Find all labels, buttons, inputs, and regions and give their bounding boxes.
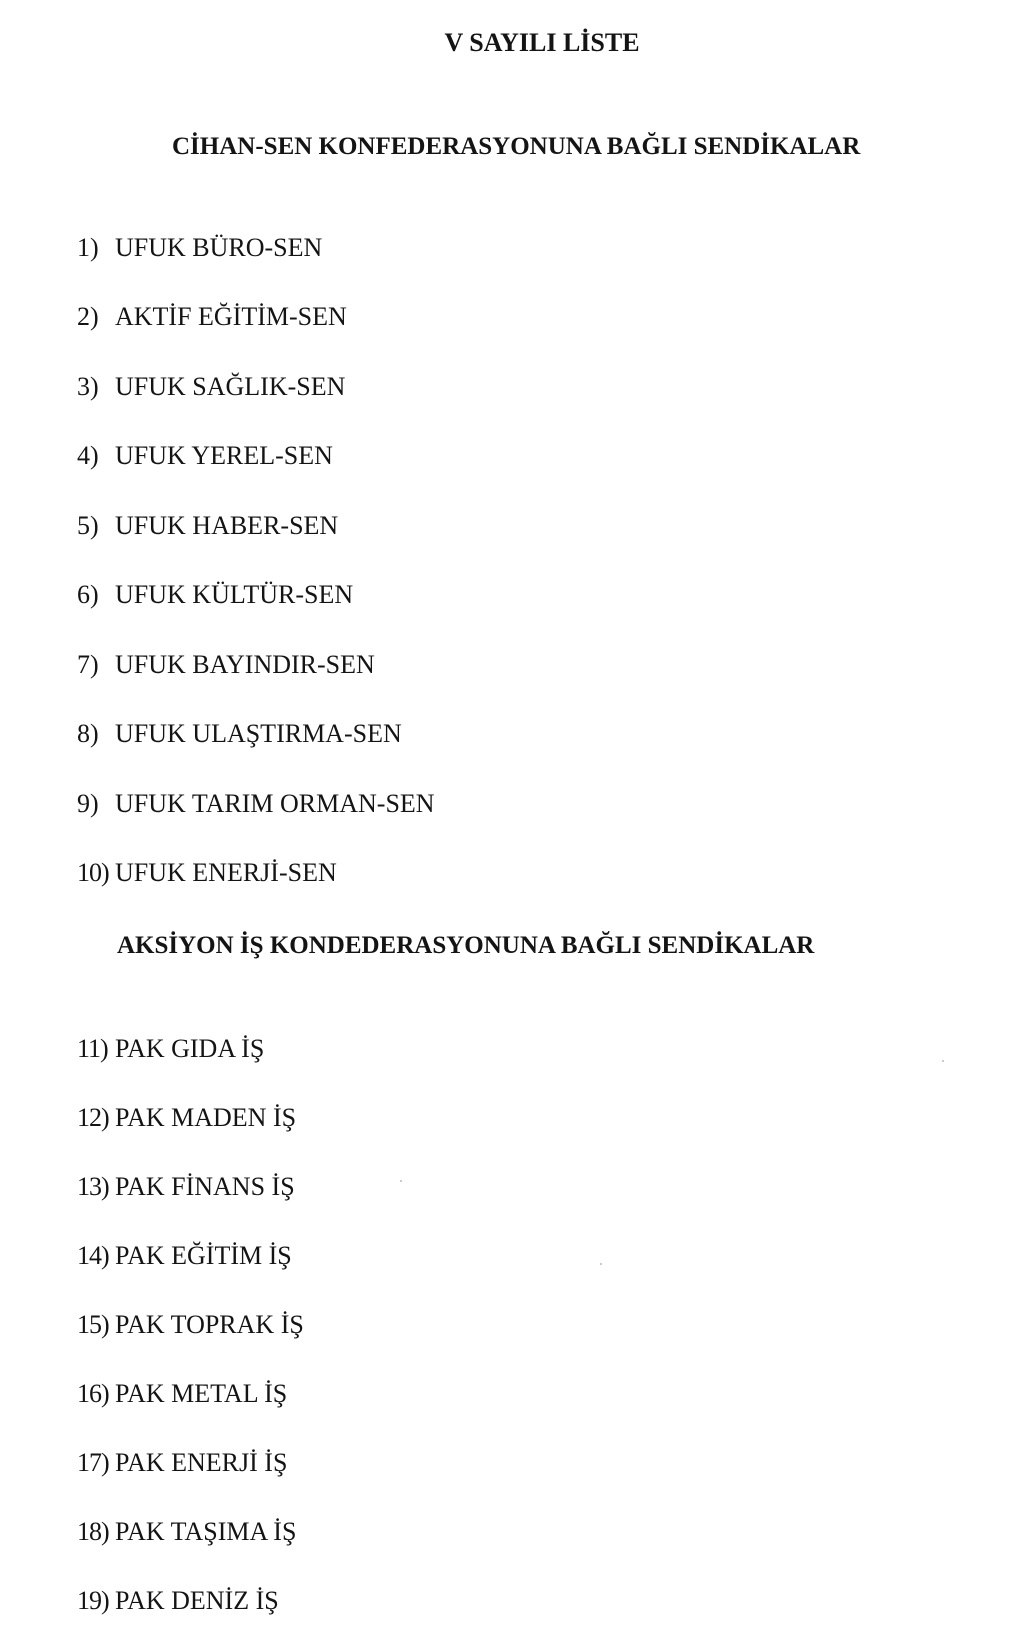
scan-speck	[600, 1263, 602, 1265]
item-number: 10)	[77, 858, 109, 887]
list-item	[77, 511, 338, 541]
item-name: PAK ENERJİ İŞ	[115, 1448, 288, 1477]
list-item	[77, 1586, 279, 1616]
item-name: UFUK TARIM ORMAN-SEN	[115, 789, 435, 818]
list-item	[77, 719, 402, 749]
list-item	[77, 441, 333, 471]
list-item	[77, 1034, 264, 1064]
scan-speck	[942, 1060, 944, 1062]
list-item	[77, 1172, 295, 1202]
list-item	[77, 302, 347, 332]
item-name: UFUK SAĞLIK-SEN	[115, 372, 346, 401]
item-name: PAK EĞİTİM İŞ	[115, 1241, 292, 1270]
item-number: 8)	[77, 719, 99, 748]
item-name: PAK DENİZ İŞ	[115, 1586, 279, 1615]
item-name: UFUK ENERJİ-SEN	[115, 858, 337, 887]
list-item	[77, 372, 345, 402]
item-number: 15)	[77, 1310, 109, 1339]
item-number: 7)	[77, 650, 99, 679]
item-number: 13)	[77, 1172, 109, 1201]
list-item	[77, 1379, 287, 1409]
list-item	[77, 789, 435, 819]
item-name: PAK METAL İŞ	[115, 1379, 288, 1408]
item-number: 12)	[77, 1103, 109, 1132]
item-number: 14)	[77, 1241, 109, 1270]
list-item	[77, 1241, 292, 1271]
scan-speck	[400, 1180, 402, 1182]
list-item	[77, 650, 375, 680]
item-number: 11)	[77, 1034, 108, 1063]
list-item	[77, 858, 337, 888]
list-item	[77, 1448, 287, 1478]
document-title: V SAYILI LİSTE	[444, 28, 640, 57]
item-name: UFUK ULAŞTIRMA-SEN	[115, 719, 402, 748]
item-number: 3)	[77, 372, 99, 401]
list-item	[77, 1517, 296, 1547]
item-number: 17)	[77, 1448, 109, 1477]
item-number: 19)	[77, 1586, 109, 1615]
item-name: PAK FİNANS İŞ	[115, 1172, 295, 1201]
list-item	[77, 233, 322, 263]
item-name: AKTİF EĞİTİM-SEN	[115, 302, 347, 331]
item-number: 2)	[77, 302, 99, 331]
list-item	[77, 1310, 304, 1340]
item-number: 4)	[77, 441, 99, 470]
section-heading-aksiyon-is: AKSİYON İŞ KONDEDERASYONUNA BAĞLI SENDİKALAR	[117, 932, 815, 959]
item-name: PAK GIDA İŞ	[115, 1034, 265, 1063]
item-name: PAK MADEN İŞ	[115, 1103, 297, 1132]
item-number: 5)	[77, 511, 99, 540]
item-name: UFUK KÜLTÜR-SEN	[115, 580, 354, 609]
item-number: 16)	[77, 1379, 109, 1408]
list-item	[77, 1103, 296, 1133]
item-number: 1)	[77, 233, 99, 262]
item-name: UFUK HABER-SEN	[115, 511, 339, 540]
section-heading-cihan-sen: CİHAN-SEN KONFEDERASYONUNA BAĞLI SENDİKALAR	[172, 133, 861, 160]
list-item	[77, 580, 353, 610]
item-name: UFUK YEREL-SEN	[115, 441, 333, 470]
item-name: PAK TOPRAK İŞ	[115, 1310, 304, 1339]
item-number: 6)	[77, 580, 99, 609]
item-name: PAK TAŞIMA İŞ	[115, 1517, 297, 1546]
item-name: UFUK BAYINDIR-SEN	[115, 650, 375, 679]
item-name: UFUK BÜRO-SEN	[115, 233, 323, 262]
item-number: 18)	[77, 1517, 109, 1546]
item-number: 9)	[77, 789, 99, 818]
